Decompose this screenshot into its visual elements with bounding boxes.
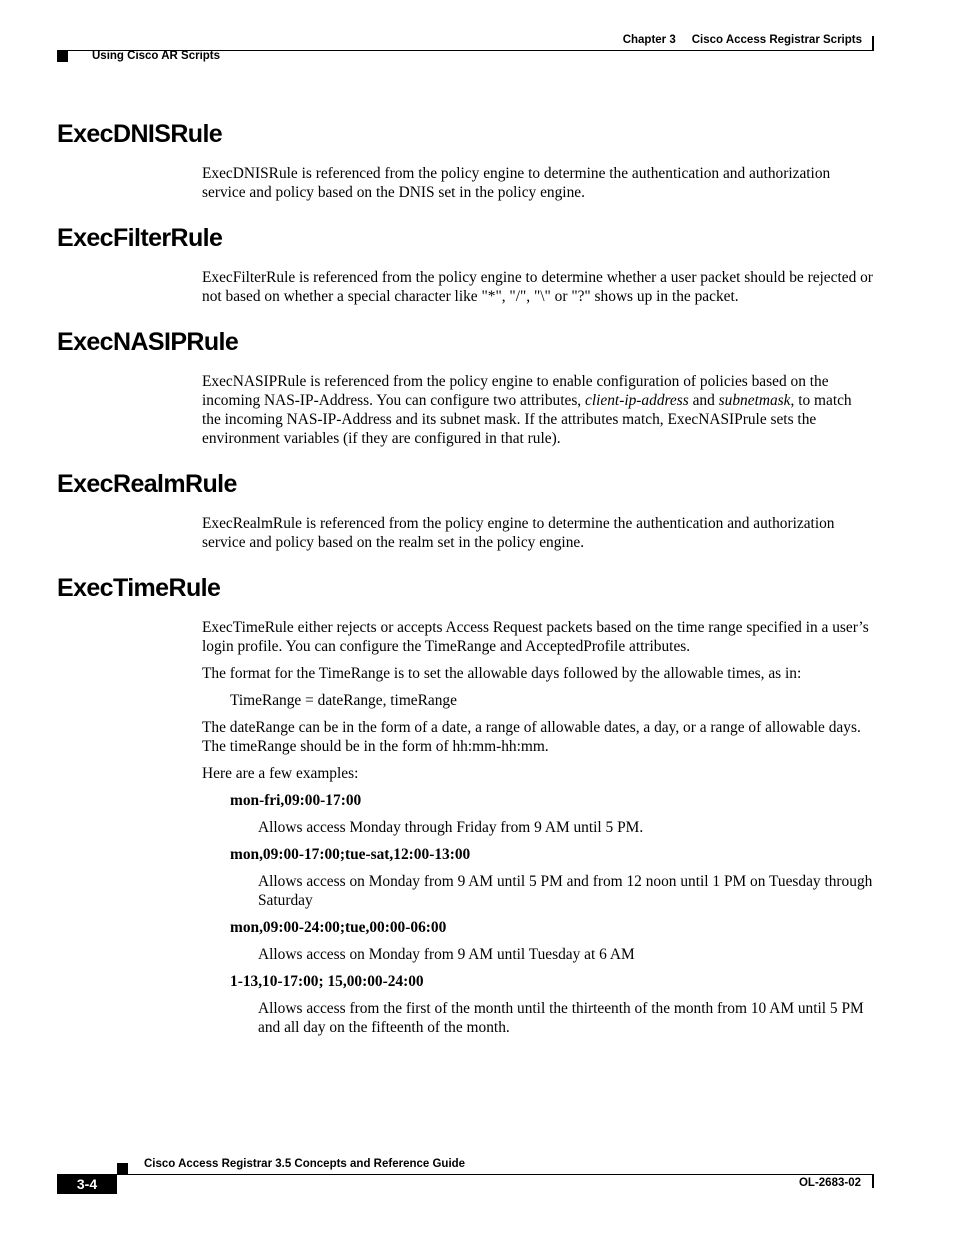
- example-description: Allows access on Monday from 9 AM until 5 PM and from 12 noon until 1 PM on Tuesday through Saturday: [258, 873, 873, 909]
- paragraph: ExecRealmRule is referenced from the policy engine to determine the authentication and authorization service and policy based on the realm set in the policy engine.: [202, 515, 835, 551]
- section-heading: ExecNASIPRule: [57, 328, 239, 356]
- text-run: and: [688, 392, 719, 409]
- section-heading: ExecDNISRule: [57, 120, 223, 148]
- running-header-chapter: [623, 34, 862, 46]
- section-body: [202, 164, 874, 202]
- example-code: mon,09:00-17:00;tue-sat,12:00-13:00: [230, 846, 471, 863]
- section-execfilterrule: [57, 222, 874, 306]
- footer-guide-title: Cisco Access Registrar 3.5 Concepts and Reference Guide: [144, 1158, 466, 1170]
- paragraph: The format for the TimeRange is to set the allowable days followed by the allowable times, as in:: [202, 665, 802, 682]
- paragraph: ExecDNISRule is referenced from the policy engine to determine the authentication and authorization service and policy based on the DNIS set in the policy engine.: [202, 165, 831, 201]
- footer-rule: [57, 1174, 874, 1175]
- header-tick-mark: [872, 36, 874, 51]
- example-description: Allows access on Monday from 9 AM until Tuesday at 6 AM: [258, 946, 635, 963]
- chapter-number: Chapter 3: [622, 34, 676, 46]
- document-id: OL-2683-02: [798, 1177, 861, 1189]
- section-execnasiprule: [57, 326, 874, 448]
- section-body: [202, 618, 874, 1037]
- example-description: Allows access from the first of the month until the thirteenth of the month from 10 AM until 5 PM and all day on the fifteenth of the month.: [258, 1000, 864, 1036]
- section-execdnisrule: [57, 118, 874, 202]
- section-body: [202, 514, 874, 552]
- header-block-mark: [57, 51, 68, 62]
- text-run: , to match the incoming NAS-IP-Address and its subnet mask. If the attributes match, ExecNASIPrule sets the environment variables (if they are configured in that rule).: [202, 392, 852, 447]
- footer-block-mark: [117, 1163, 128, 1174]
- section-heading: ExecRealmRule: [57, 470, 237, 498]
- syntax-line: TimeRange = dateRange, timeRange: [230, 692, 457, 709]
- page-content: [57, 118, 874, 1057]
- section-execrealmrule: [57, 468, 874, 552]
- chapter-title: Cisco Access Registrar Scripts: [691, 34, 862, 46]
- example-description: Allows access Monday through Friday from 9 AM until 5 PM.: [258, 819, 644, 836]
- example-code: mon-fri,09:00-17:00: [230, 792, 362, 809]
- paragraph: The dateRange can be in the form of a date, a range of allowable dates, a day, or a range of allowable days. The timeRange should be in the form of hh:mm-hh:mm.: [202, 719, 861, 755]
- attribute-name-subnetmask: subnetmask: [718, 392, 791, 409]
- paragraph: ExecFilterRule is referenced from the policy engine to determine whether a user packet should be rejected or not based on whether a special character like "*", "/", "\" or "?" shows up in the packet.: [202, 269, 873, 305]
- paragraph: [202, 372, 874, 448]
- running-header-section: Using Cisco AR Scripts: [92, 50, 221, 62]
- section-heading: ExecFilterRule: [57, 224, 223, 252]
- section-exectimerule: [57, 572, 874, 1037]
- section-body: [202, 268, 874, 306]
- footer-tick-mark: [872, 1175, 874, 1188]
- paragraph: ExecTimeRule either rejects or accepts Access Request packets based on the time range specified in a user’s login profile. You can configure the TimeRange and AcceptedProfile attributes.: [202, 619, 869, 655]
- section-body: [202, 372, 874, 448]
- example-code: 1-13,10-17:00; 15,00:00-24:00: [230, 973, 424, 990]
- example-code: mon,09:00-24:00;tue,00:00-06:00: [230, 919, 447, 936]
- text-run: ExecNASIPRule is referenced from the policy engine to enable configuration of policies based on the incoming NAS-IP-Address. You can configure two attributes,: [202, 373, 829, 409]
- attribute-name-client-ip-address: client-ip-address: [585, 392, 689, 409]
- paragraph: Here are a few examples:: [202, 765, 359, 782]
- section-heading: ExecTimeRule: [57, 574, 221, 602]
- page-number: 3-4: [57, 1175, 117, 1194]
